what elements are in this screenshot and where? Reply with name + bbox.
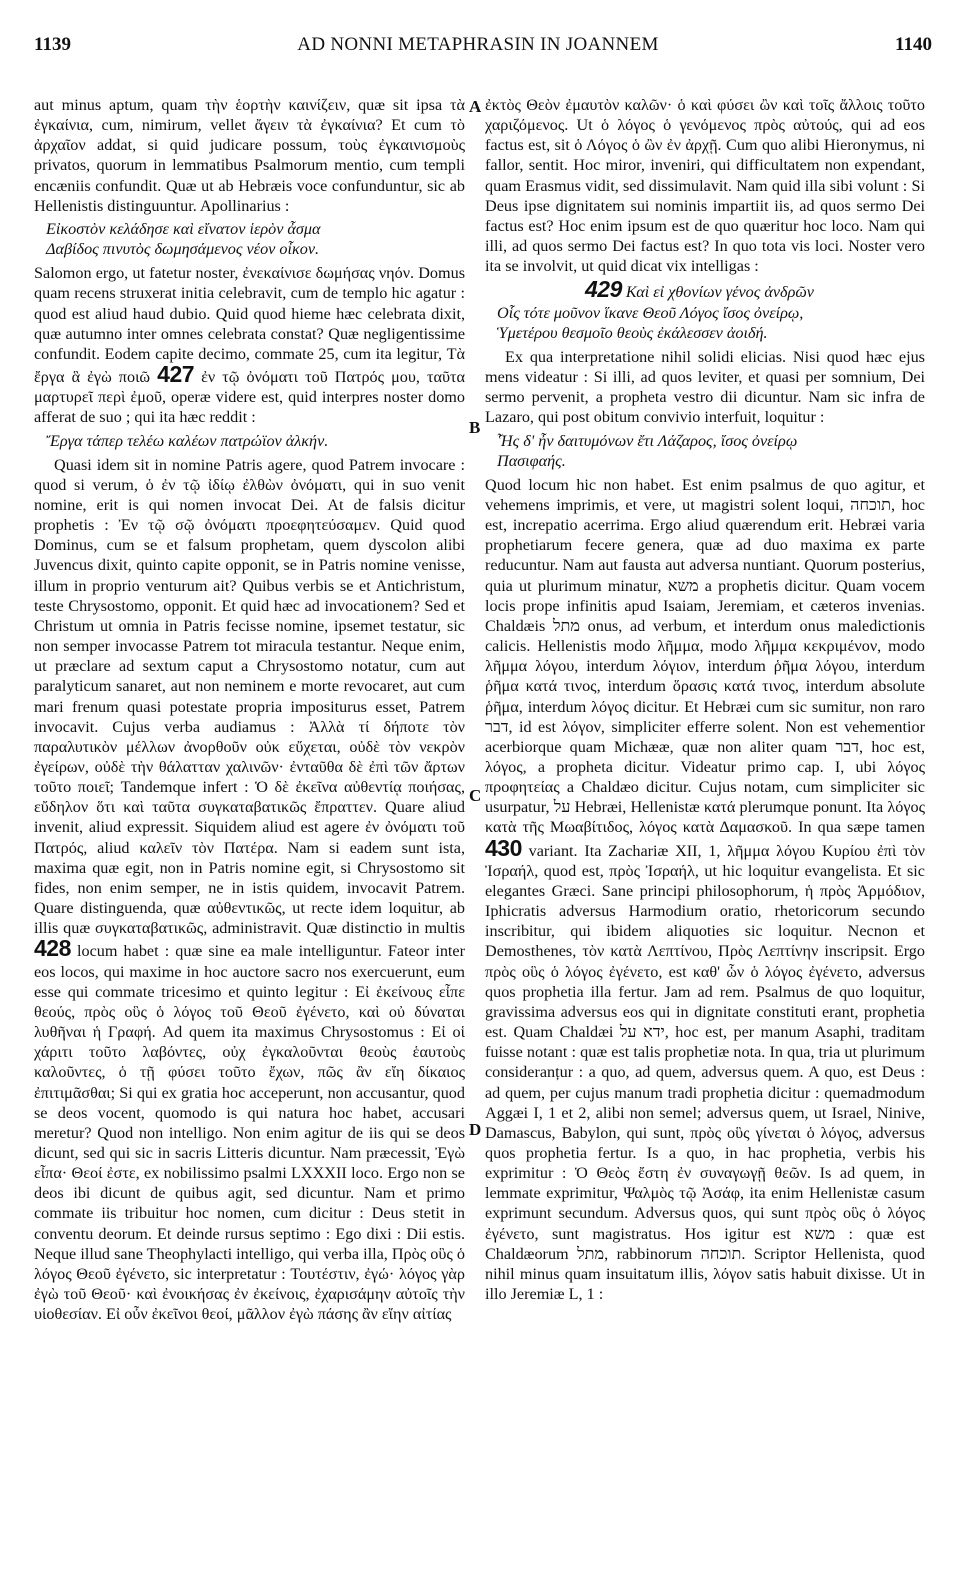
paragraph [485, 475, 925, 1304]
section-letter-b: B [469, 418, 481, 437]
page-header [0, 34, 956, 64]
paragraph: Ex qua interpretatione nihil solidi elicias. Nisi quod hæc ejus mens videatur : Si illi, ad quos leviter, et quasi per somnium, Dei sermo pervenit, a propheta vestro dii dicuntur. Nam sic infra de Lazaro, qui post obitum convivio interfuit, loquitur : [485, 347, 925, 427]
verse-quote [34, 219, 465, 259]
verse-line: Δαβίδος πινυτὸς δωμησάμενος νέον οἶκον. [46, 240, 320, 259]
verse-line: Ἔργα τάπερ τελέω καλέων πατρώϊον ἀλκήν. [46, 431, 329, 450]
paragraph-text: locum habet : quæ sine ea male intelliguntur. Fateor inter eos locos, qui maxime in hoc auctore sacro nos exercuerunt, eum esse qui commate tricesimo et quinto legitur : Εἰ ἐκείνους εἶπε θεούς, πρὸς οὓς ὁ λόγος τοῦ Θεοῦ ἐγένετο, καὶ οὐ δύναται λυθῆναι ἡ Γραφή. Ad quem ita maximus Chrysostomus : Εἰ οἱ χάριτι τοῦτο λαβόντες, οὐχ ἐγκαλοῦνται θεοὺς ἑαυτοὺς καλοῦντες, ὁ τῇ φύσει τοῦτο ἔχων, πῶς ἂν εἴη δίκαιος ἐπιτιμᾶσθαι; Si qui ex gratia hoc acceperunt, non accusantur, quod se deos vocent, quomodo is qui natura hoc habet, accusari meretur? Quod non intelligo. Non enim agitur de iis qui se deos dicunt, sed qui sic in sacris Litteris dicuntur. Nam præcessit, Ἐγὼ εἶπα· Θεοί ἐστε, ex nobilissimo psalmi LXXXII loco. Ergo non se deos ibi dicunt de quibus agit, sed dicuntur. Nam et primo commate iis tribuitur hoc nomen, cum dicitur : Deus stetit in conventu deorum. Et deinde rursus septimo : Ego dixi : Dii estis. Neque illud sane Theophylacti intelligo, qui verba illa, Πρὸς οὓς ὁ λόγος Θεοῦ ἐγένετο, sic interpretatur : Τουτέστιν, ἐγώ· λόγος γὰρ ἐγὼ τοῦ Θεοῦ· καὶ ἐνοικήσας ἐν ἐκείνοις, ἐχαρισάμην αὐτοῖς τὴν υἱοθεσίαν. Εἰ οὖν ἐκεῖνοι θεοί, μᾶλλον ἐγὼ πάσης ἂν εἴην αἰτίας [34, 942, 465, 1324]
verse-quote [485, 431, 925, 471]
paragraph-text: Quod locum hic non habet. Est enim psalmus de quo agitur, et vehemens imprimis, et vere, ut magistri solent loqui, תוכחה, hoc est, increpatio acerrima. Ergo aliud quærendum erit. Hebræi varia prophetiarum fecere genera, quæ ad duo maxima ex parte reducuntur. Nam aut fausta aut adversa nuntiant. Quorum posterius, quia ut plurimum minatur, משא a prophetis dicitur. Quam vocem locis prope infinitis apud Isaiam, Jeremiam, et cæteros invenias. Chaldæis מתל onus, ad verbum, et interdum onus maledictionis calicis. Hellenistis modo λῆμμα, modo λῆμμα κεκριμένον, modo λῆμμα λόγου, interdum λόγιον, interdum ῥῆμα λόγου, interdum ῥῆμα κατά τινος, interdum ὅρασις κατά τινος, interdum absolute ῥῆμα, interdum λόγος dicitur. Et Hebræi cum sic sumitur, non raro דבר, id est λόγον, simpliciter efferre solent. Non est vehementior acerbiorque quam Michææ, quæ non aliter quam דבר, hoc est, λόγος, a propheta dicitur. Videatur primo cap. I, ubi λόγος προφητείας a Chaldæo dicitur. Cujus notam, cum simpliciter sic usurpatur, על Hebræi, Hellenistæ κατά plerumque ponunt. Ita λόγος κατὰ τῆς Μωαβίτιδος, λόγος κατὰ Δαμασκοῦ. In qua sæpe tamen [485, 475, 925, 837]
left-column-number: 1139 [34, 34, 71, 55]
margin-number-428: 428 [34, 935, 71, 962]
margin-number-429: 429 [585, 276, 622, 303]
verse-line [485, 276, 925, 303]
section-letter-c: C [469, 786, 482, 805]
right-column-number: 1140 [895, 34, 932, 55]
left-column [34, 95, 465, 1565]
paragraph-text: Salomon ergo, ut fatetur noster, ἐνεκαίνισε δωμήσας νηόν. Domus quam recens struxerat initia celebravit, cum de templo hic agatur : quod est aliud haud dubio. Quid quod hieme hæc celebrata dixit, quæ autumno inter omnes celebrata constat? Quæ negligentissime confundit. Eodem capite decimo, commate 25, cum ita legitur, Τὰ ἔργα ἃ ἐγὼ ποιῶ [34, 264, 465, 387]
paragraph-text: ἐν τῷ ὀνόματι τοῦ Πατρός μου, ταῦτα μαρτυρεῖ περὶ ἐμοῦ, operæ videre est, quid interpres noster domo afferat de suo ; qui ita hæc reddit : [34, 368, 465, 427]
verse-line-text: Καὶ εἰ χθονίων γένος ἀνδρῶν [625, 283, 814, 302]
margin-number-430: 430 [485, 834, 522, 861]
paragraph-text: variant. Ita Zachariæ XII, 1, λῆμμα λόγου Κυρίου ἐπὶ τὸν Ἰσραήλ, quod est, πρὸς Ἰσραήλ, ut hic loquitur evangelista. Et sic elegantes Græci. Sane principi philosophorum, ἡ πρὸς Ἁρμόδιον, Iphicratis adversus Harmodium oratio, rhetoricorum secundo inscribitur, qui ibidem aliquoties sic loquitur. Necnon et Demosthenes, τὸν κατὰ Λεπτίνου, Πρὸς Λεπτίνην inscripsit. Ergo πρὸς οὓς ὁ λόγος ἐγένετο, est καθ' ὧν ὁ λόγος ἐγένετο, adversus quos prophetia illa fertur. Jam ad rem. Psalmus de quo loquitur, gravissima adversus eos qui in dignitate constituti erant, prophetia est. Quam Chaldæi ידא על, hoc est, per manum Asaphi, traditam fuisse notant : quæ est talis prophetiæ nota. In qua, tria ut plurimum consideranțur : a quo, ad quem, adversus quem. A quo, est Deus : ad quem, per cujus manum tradi prophetia dicitur : quemadmodum Aggæi I, 1 et 2, alibi non semel; adversus quem, ut Israel, Ninive, Damascus, Babylon, qui sunt, πρὸς οὓς γίνεται ὁ λόγος, adversus quos prophetia fertur. Is a quo, in hac prophetia, verbis his exprimitur : Ὁ Θεὸς ἔστη ἐν συναγωγῇ θεῶν. Is ad quem, in lemmate exprimitur, Ψαλμὸς τῷ Ἀσάφ, ita enim Hellenistæ casum exprimunt secundum. Adversus quos, qui sunt πρὸς οὓς ὁ λόγος ἐγένετο, sunt magistratus. Hos igitur est משא : quæ est Chaldæorum מתל, rabbinorum תוכחה. Scriptor Hellenista, quod nihil minus quam insuitatum illis, λόγον satis habuit dixisse. Ut in illo Jeremiæ L, 1 : [485, 841, 925, 1304]
verse-line: Εἰκοστὸν κελάδησε καὶ εἴνατον ἱερὸν ἆσμα [46, 219, 321, 238]
paragraph: ἐκτὸς Θεὸν ἐμαυτὸν καλῶν· ὁ καὶ φύσει ὢν καὶ τοῖς ἄλλοις τοῦτο χαριζόμενος. Ut ὁ λόγος ὁ γενόμενος πρὸς αὐτούς, qui ad eos factus est, sit ὁ Λόγος ὁ ὢν ἐν ἀρχῇ. Cum quo alibi Hieronymus, ni fallor, sentit. Hoc miror, inveniri, qui difficultatem non expendant, quam Erasmus vidit, sed dissimulavit. Nam quid illa sibi volunt : Si Deus ipse dignitatem sui nominis impartiit iis, ad quos sermo Dei factus est? Hoc enim ipsum est de quo quæritur hoc loco. Nam qui illi, ad quos sermo Dei factus est? In quo tota vis loci. Noster vero ita se involvit, ut quid dicat vix intelligas : [485, 96, 925, 276]
verse-line: Ἧς δ' ἦν δαιτυμόνων ἔτι Λάζαρος, ἴσος ὀνείρῳ [497, 431, 798, 450]
verse-line: Ὑμετέρου θεσμοῖο θεοὺς ἐκάλεσσεν ἀοιδή. [497, 323, 768, 342]
verse-quote [485, 276, 925, 342]
paragraph [34, 455, 465, 1325]
verse-quote [34, 431, 465, 451]
paragraph-text: Quasi idem sit in nomine Patris agere, quod Patrem invocare : quod si verum, ὁ ἐν τῷ ἰδίῳ ἐλθὼν ὀνόματι, qui in suo venit nomine, erit is qui nomen invocat Dei. At de falsis dicitur prophetis : Ἐν τῷ σῷ ὀνόματι προεφητεύσαμεν. Quid quod Dominus, cum se et falsum prophetam, quem dyscolon alibi Juvencus dixit, quinto capite opponit, se in Patris nomine venisse, illum in proprio venturum ait? Quibus verbis se et Antichristum, teste Chrysostomo, opponit. Et quid hæc ad invocationem? Sed et Christum ut omnia in Patris fecisse nomine, ipsemet testatur, sic non semper invocasse Patrem tot miracula testantur. Neque enim, ut præclare ad sextum caput a Chrysostomo notatur, cum aut paralyticum sanaret, aut non neminem e morte revocaret, aut cum mari frenum quasi potestate propria impositurus esset, Patrem invocavit. Cujus verba audiamus : Ἀλλὰ τί δήποτε τὸν παραλυτικὸν μέλλων ἀνορθοῦν οὐκ εὔχεται, οὐδὲ τὸν νεκρὸν ἐγείρων, οὐδὲ τὴν θάλατταν χαλινῶν· ἐνταῦθα δὲ ἐπὶ τῶν ἄρτων τοῦτο ποιεῖ; Tandemque infert : Ὁ δὲ ἐκεῖνα αὐθεντίᾳ ποιήσας, εὔδηλον ὅτι καὶ ταῦτα συγκαταβατικῶς ἔπραττεν. Quare aliud invenit, aliud expressit. Siquidem aliud est agere ἐν ὀνόματι τοῦ Πατρός, aliud καλεῖν τὸν Πατέρα. Nam si eadem sunt ista, maxima quæ egit, non in Patris nomine egit, si Chrysostomo sit fides, non enim semper, ne in istis quidem, invocavit Patrem. Quare distinguenda, quæ αὐθεντικῶς, ut recte idem loquitur, ab illis quæ συγκαταβατικῶς, administravit. Quæ distinctio in multis [34, 455, 465, 938]
running-title: AD NONNI METAPHRASIN IN JOANNEM [297, 34, 659, 55]
section-letter-a: A [469, 97, 482, 116]
paragraph [34, 263, 465, 427]
verse-line: Οἷς τότε μοῦνον ἵκανε Θεοῦ Λόγος ἴσος ὀνείρῳ, [497, 303, 804, 322]
paragraph: aut minus aptum, quam τὴν ἑορτὴν καινίζειν, quæ sit ipsa τὰ ἐγκαίνια, cum, nimirum, vellet ἄγειν τὰ ἐγκαίνια? Et cum τὸ ἀρχαῖον addat, si quid judicare possum, τοὺς ἐγκαινισμοὺς privatos, quorum in lemmatibus Psalmorum mentio, cum templi encæniis confundit. Quæ ut ab Hebræis voce confunduntur, sic ab Hellenistis distinguuntur. Apollinarius : [34, 96, 465, 215]
section-letter-d: D [469, 1120, 482, 1139]
right-column [485, 95, 925, 1565]
margin-number-427: 427 [157, 361, 195, 388]
verse-line: Πασιφαής. [497, 451, 566, 470]
